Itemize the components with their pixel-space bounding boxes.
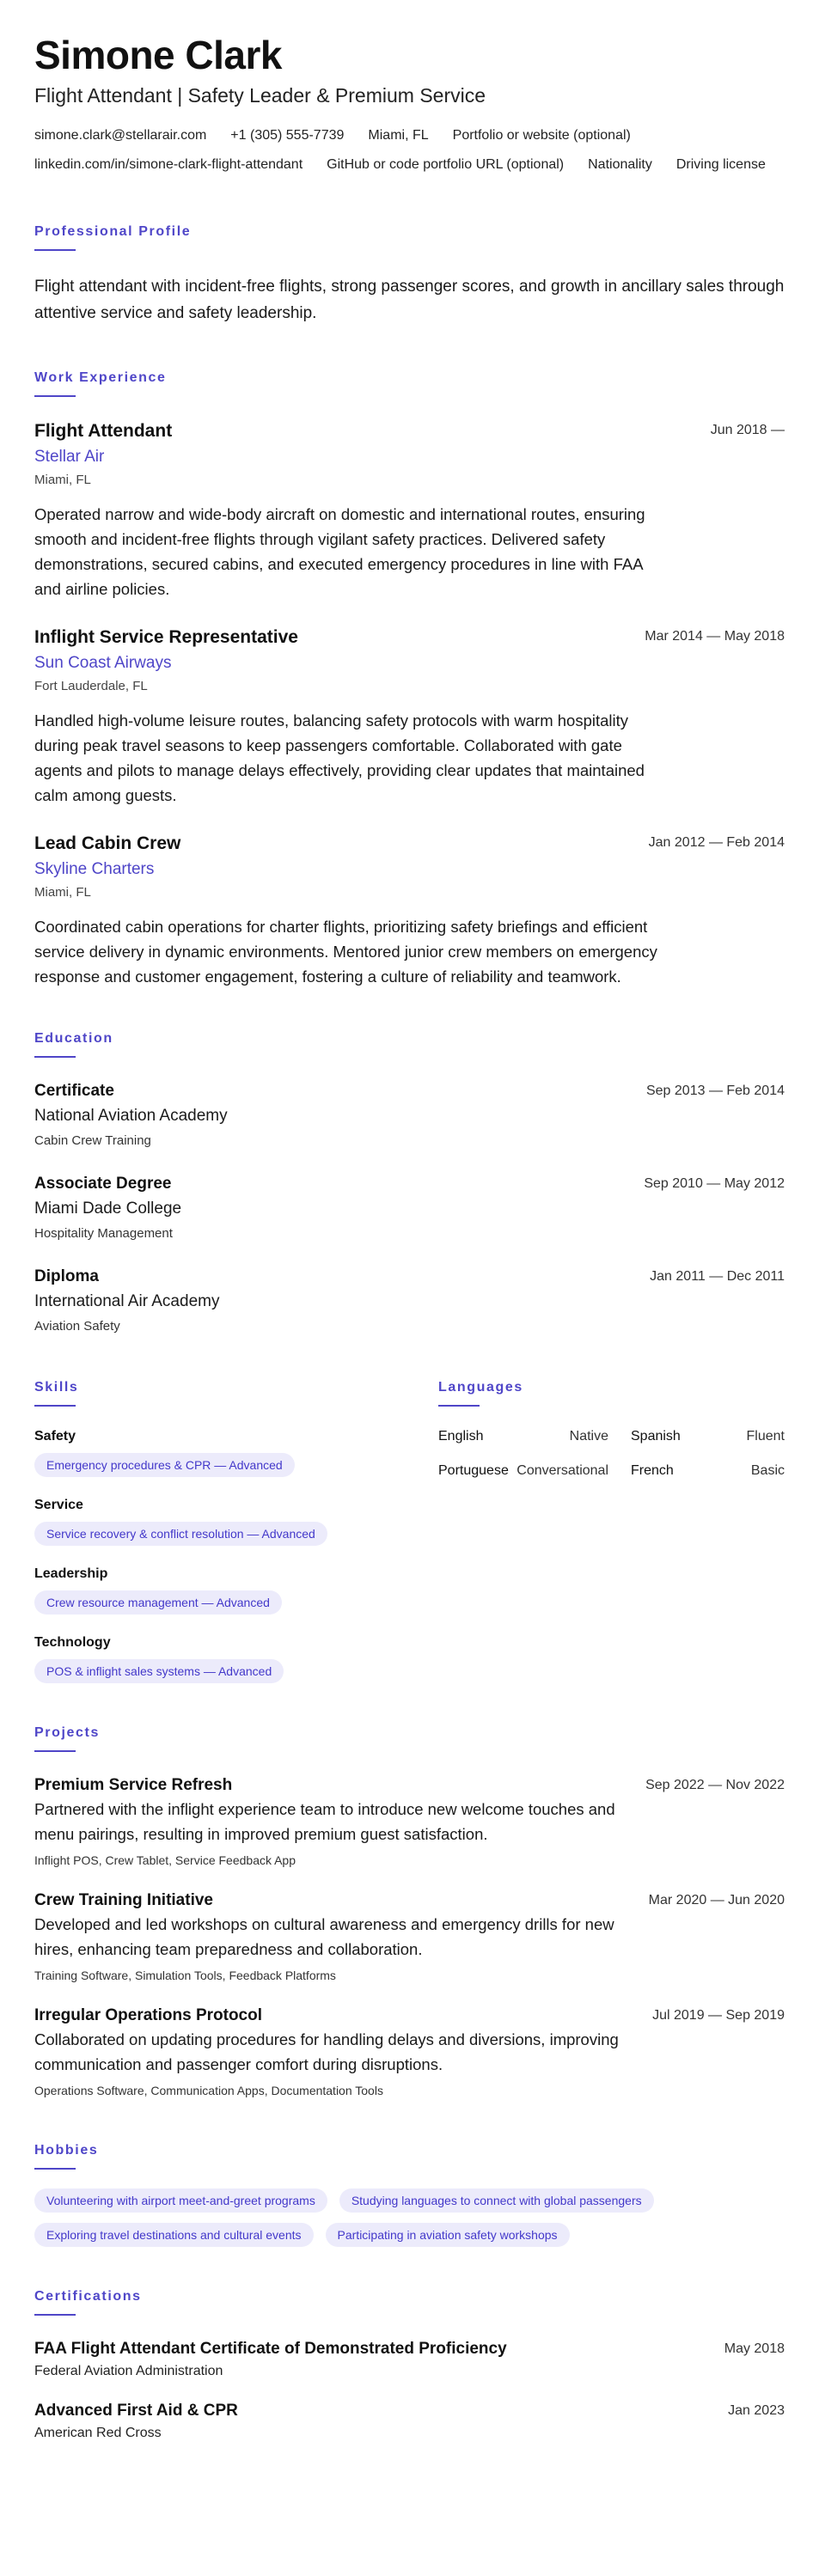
hobby-chip: Participating in aviation safety workshops xyxy=(326,2223,570,2247)
job-description: Operated narrow and wide-body aircraft on domestic and international routes, ensuring smooth and incident-free flights through vigilant safety practices. Delivered safety demonstrations, secured cabins, and executed emergency procedures in line with FAA and airline policies. xyxy=(34,505,645,598)
job-location: Miami, FL xyxy=(34,473,91,487)
entry-date: Jan 2011 — Dec 2011 xyxy=(650,1269,785,1284)
language-level: Basic xyxy=(750,1463,785,1478)
project-entry xyxy=(34,2005,785,2099)
education-section xyxy=(34,1030,785,1336)
candidate-name: Simone Clark xyxy=(34,33,282,77)
school-name: International Air Academy xyxy=(34,1292,220,1310)
education-list xyxy=(34,1080,785,1336)
entry-date: Jul 2019 — Sep 2019 xyxy=(652,2008,785,2023)
entry-date: Sep 2010 — May 2012 xyxy=(644,1176,785,1191)
languages-section xyxy=(438,1379,785,1683)
hobby-list xyxy=(34,2188,785,2247)
language-item xyxy=(438,1427,619,1446)
project-title: Irregular Operations Protocol xyxy=(34,2006,262,2024)
project-entry xyxy=(34,1889,785,1984)
section-divider xyxy=(34,2314,76,2316)
certification-list xyxy=(34,2338,785,2443)
education-entry xyxy=(34,1173,785,1243)
section-divider xyxy=(34,249,76,251)
project-tools: Training Software, Simulation Tools, Feedback Platforms xyxy=(34,1969,336,1982)
experience-entry xyxy=(34,419,785,601)
entry-date: Mar 2020 — Jun 2020 xyxy=(648,1893,785,1908)
language-name: Spanish xyxy=(631,1429,681,1444)
section-title: Languages xyxy=(438,1380,523,1395)
language-item xyxy=(619,1462,785,1480)
section-title: Certifications xyxy=(34,2289,142,2304)
section-title: Hobbies xyxy=(34,2143,99,2158)
entry-date: Jan 2012 — Feb 2014 xyxy=(648,835,785,850)
school-name: Miami Dade College xyxy=(34,1199,182,1218)
contact-portfolio[interactable]: Portfolio or website (optional) xyxy=(452,128,631,143)
job-description: Handled high-volume leisure routes, balancing safety protocols with warm hospitality during peak travel seasons to keep passengers comfortable. Collaborated with gate agents and pilots to manage delays effectively, providing clear updates that maintained calm among guests. xyxy=(34,711,645,804)
skill-group xyxy=(34,1565,438,1615)
project-tools: Inflight POS, Crew Tablet, Service Feedback App xyxy=(34,1853,296,1867)
project-title: Crew Training Initiative xyxy=(34,1891,213,1909)
job-title: Flight Attendant xyxy=(34,421,173,441)
language-level: Conversational xyxy=(516,1463,608,1478)
job-location: Miami, FL xyxy=(34,885,91,900)
education-entry xyxy=(34,1266,785,1336)
contact-github[interactable]: GitHub or code portfolio URL (optional) xyxy=(327,157,565,172)
hobby-chip: Volunteering with airport meet-and-greet programs xyxy=(34,2188,327,2213)
company-name: Sun Coast Airways xyxy=(34,654,172,672)
projects-section xyxy=(34,1724,785,2099)
experience-entry xyxy=(34,626,785,808)
skill-chip: Crew resource management — Advanced xyxy=(34,1590,282,1615)
contact-linkedin[interactable]: linkedin.com/in/simone-clark-flight-attendant xyxy=(34,157,303,172)
job-description: Coordinated cabin operations for charter flights, prioritizing safety briefings and efficient service delivery in dynamic environments. Mentored junior crew members on emergency response and customer engagement, fostering a culture of reliability and teamwork. xyxy=(34,918,657,986)
language-name: Portuguese xyxy=(438,1463,509,1478)
project-description: Partnered with the inflight experience team to introduce new welcome touches and menu pairings, resulting in improved premium guest satisfaction. xyxy=(34,1800,615,1843)
skills-section xyxy=(34,1379,438,1683)
degree: Certificate xyxy=(34,1082,114,1100)
field-of-study: Cabin Crew Training xyxy=(34,1133,151,1148)
entry-date: Sep 2022 — Nov 2022 xyxy=(645,1778,785,1792)
company-name: Skyline Charters xyxy=(34,860,155,878)
project-list xyxy=(34,1774,785,2099)
job-title: Inflight Service Representative xyxy=(34,627,298,647)
section-title: Education xyxy=(34,1031,113,1046)
language-name: English xyxy=(438,1429,484,1444)
section-divider xyxy=(34,1750,76,1752)
language-level: Fluent xyxy=(746,1429,785,1444)
section-divider xyxy=(34,2168,76,2170)
job-title: Lead Cabin Crew xyxy=(34,833,181,853)
job-location: Fort Lauderdale, FL xyxy=(34,679,148,693)
language-list xyxy=(438,1427,785,1480)
contact-info xyxy=(34,124,782,177)
certification-name: Advanced First Aid & CPR xyxy=(34,2402,238,2420)
skill-group xyxy=(34,1633,438,1683)
project-entry xyxy=(34,1774,785,1869)
entry-date: Mar 2014 — May 2018 xyxy=(645,629,785,644)
certification-name: FAA Flight Attendant Certificate of Demonstrated Proficiency xyxy=(34,2340,507,2358)
entry-date: Jan 2023 xyxy=(728,2403,785,2418)
skill-category: Leadership xyxy=(34,1566,108,1581)
certification-issuer: American Red Cross xyxy=(34,2426,162,2440)
project-description: Collaborated on updating procedures for handling delays and diversions, improving communication and passenger comfort during disruptions. xyxy=(34,2030,619,2073)
contact-location: Miami, FL xyxy=(368,128,429,143)
experience-list xyxy=(34,419,785,989)
hobby-chip: Studying languages to connect with global passengers xyxy=(339,2188,654,2213)
certification-issuer: Federal Aviation Administration xyxy=(34,2364,223,2378)
language-item xyxy=(619,1427,785,1446)
degree: Associate Degree xyxy=(34,1175,172,1193)
profile-summary: Flight attendant with incident-free flights, strong passenger scores, and growth in ancillary sales through attentive service and safety leadership. xyxy=(34,278,785,322)
section-divider xyxy=(34,395,76,397)
section-title: Work Experience xyxy=(34,370,167,385)
entry-date: Jun 2018 — xyxy=(710,423,785,437)
education-entry xyxy=(34,1080,785,1151)
skill-chip: Emergency procedures & CPR — Advanced xyxy=(34,1453,295,1477)
skill-chip: Service recovery & conflict resolution — Advanced xyxy=(34,1522,327,1546)
project-title: Premium Service Refresh xyxy=(34,1776,233,1794)
company-name: Stellar Air xyxy=(34,448,105,466)
section-divider xyxy=(34,1056,76,1058)
skill-group xyxy=(34,1427,438,1477)
skills-languages-row xyxy=(34,1379,785,1683)
profile-section xyxy=(34,223,785,327)
certification-entry xyxy=(34,2338,785,2381)
section-title: Skills xyxy=(34,1380,79,1395)
section-title: Projects xyxy=(34,1725,100,1740)
hobbies-section xyxy=(34,2142,785,2247)
project-tools: Operations Software, Communication Apps, Documentation Tools xyxy=(34,2084,383,2097)
candidate-headline: Flight Attendant | Safety Leader & Premium Service xyxy=(34,84,486,107)
section-title: Professional Profile xyxy=(34,224,192,239)
skill-group xyxy=(34,1496,438,1546)
section-divider xyxy=(34,1405,76,1407)
degree: Diploma xyxy=(34,1267,99,1285)
experience-entry xyxy=(34,832,785,989)
field-of-study: Aviation Safety xyxy=(34,1319,120,1334)
contact-nationality: Nationality xyxy=(588,157,652,172)
entry-date: May 2018 xyxy=(724,2341,785,2356)
language-level: Native xyxy=(569,1429,608,1444)
certification-entry xyxy=(34,2400,785,2443)
skill-category: Safety xyxy=(34,1429,76,1444)
skill-chip: POS & inflight sales systems — Advanced xyxy=(34,1659,284,1683)
language-name: French xyxy=(631,1463,674,1478)
field-of-study: Hospitality Management xyxy=(34,1226,173,1241)
contact-phone[interactable]: +1 (305) 555-7739 xyxy=(230,128,345,143)
entry-date: Sep 2013 — Feb 2014 xyxy=(645,1084,785,1098)
section-divider xyxy=(438,1405,480,1407)
contact-email[interactable]: simone.clark@stellarair.com xyxy=(34,128,207,143)
experience-section xyxy=(34,369,785,989)
certifications-section xyxy=(34,2288,785,2443)
skill-category: Technology xyxy=(34,1635,111,1650)
skill-category: Service xyxy=(34,1498,83,1512)
contact-driving-license: Driving license xyxy=(675,157,766,172)
resume-header xyxy=(34,33,785,177)
hobby-chip: Exploring travel destinations and cultural events xyxy=(34,2223,314,2247)
language-item xyxy=(438,1462,619,1480)
school-name: National Aviation Academy xyxy=(34,1107,228,1125)
project-description: Developed and led workshops on cultural awareness and emergency drills for new hires, enhancing team preparedness and collaboration. xyxy=(34,1915,614,1958)
